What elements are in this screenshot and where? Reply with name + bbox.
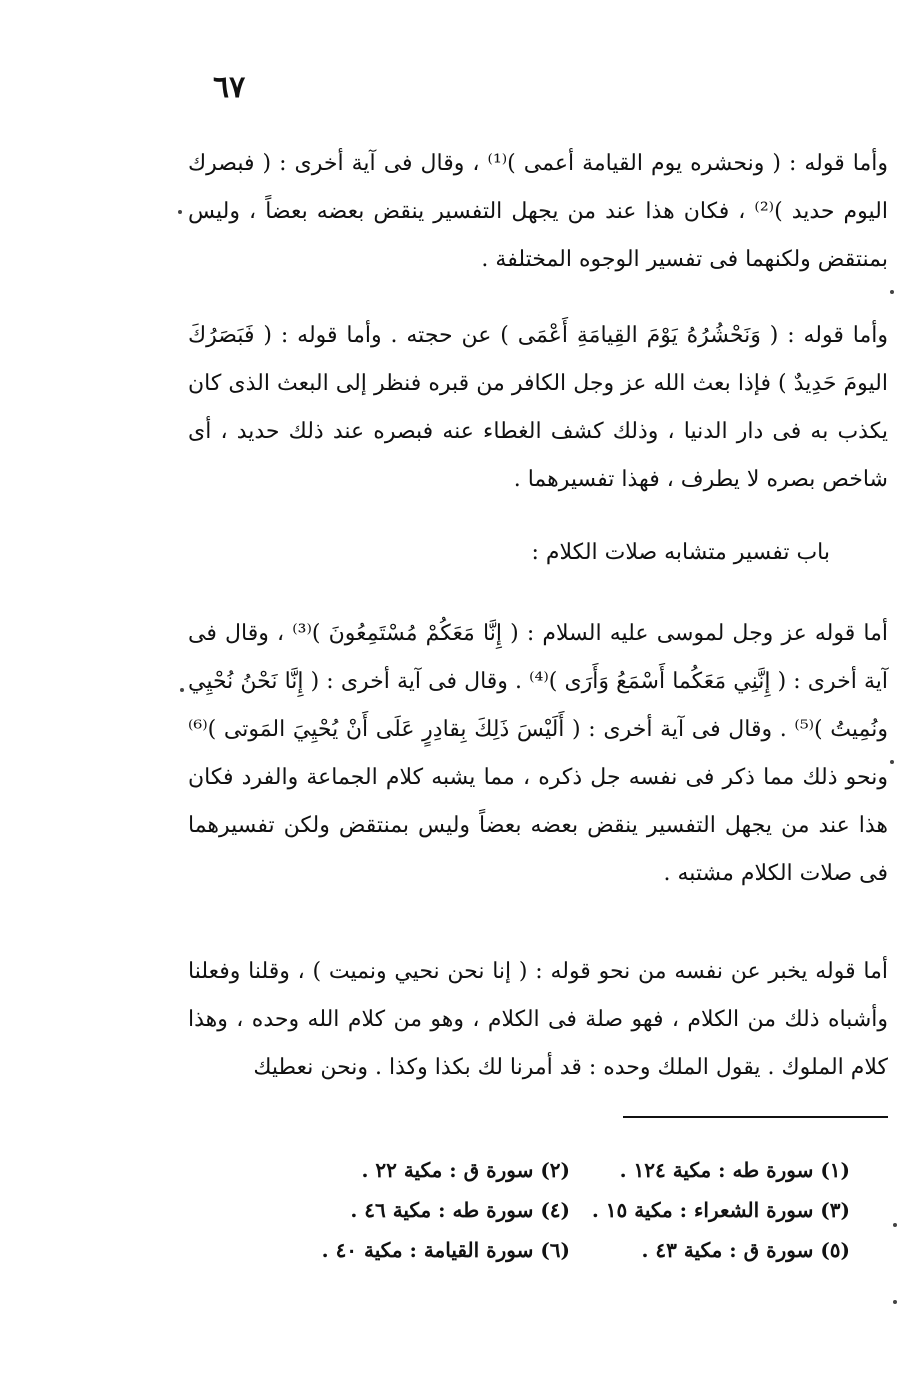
scan-speck (890, 760, 894, 764)
footnote-divider (623, 1116, 888, 1118)
paragraph: وأما قوله : ( وَنَحْشُرُهُ يَوْمَ القِيامَةِ أَعْمَى ) عن حجته . وأما قوله : ( فَبَصَرُكَ اليومَ حَدِيدٌ ) فإذا بعث الله عز وجل الكافر من قبره فنظر إلى البعث الذى كان يكذب به فى دار الدنيا ، وذلك كشف الغطاء عنه فبصره عند ذلك حديد ، أى شاخص بصره لا يطرف ، فهذا تفسيرهما . (188, 323, 888, 492)
paragraph-block-3 (188, 610, 888, 898)
scan-speck (890, 290, 894, 294)
footnote-row (290, 1150, 850, 1190)
footnotes (290, 1150, 850, 1270)
footnote: (٦) سورة القيامة : مكية ٤٠ . (321, 1238, 570, 1262)
footnote: (٥) سورة ق : مكية ٤٣ . (641, 1238, 850, 1262)
scan-speck (180, 688, 184, 692)
paragraph: وأما قوله : ( ونحشره يوم القيامة أعمى )⁽¹⁾ ، وقال فى آية أخرى : ( فبصرك اليوم حديد )⁽²⁾ ، فكان هذا عند من يجهل التفسير ينقض بعضه بعضاً ، وليس بمنتقض ولكنهما فى تفسير الوجوه المختلفة . (188, 151, 889, 272)
scan-speck (893, 1300, 897, 1304)
footnote: (٤) سورة طه : مكية ٤٦ . (350, 1198, 570, 1222)
paragraph: أما قوله يخبر عن نفسه من نحو قوله : ( إنا نحن نحيي ونميت ) ، وقلنا وفعلنا وأشباه ذلك من الكلام ، فهو صلة فى الكلام ، وهو من كلام الله وحده ، وهذا كلام الملوك . يقول الملك وحده : قد أمرنا لك بكذا وكذا . ونحن نعطيك (188, 959, 888, 1080)
scan-speck (178, 210, 182, 214)
paragraph-block-4 (188, 948, 888, 1092)
section-heading: باب تفسير متشابه صلات الكلام : (531, 540, 830, 565)
footnote-row (290, 1230, 850, 1270)
paragraph-block-2 (188, 312, 888, 504)
scan-speck (893, 1223, 897, 1227)
footnote-row (290, 1190, 850, 1230)
footnote: (٢) سورة ق : مكية ٢٢ . (361, 1158, 570, 1182)
paragraph: أما قوله عز وجل لموسى عليه السلام : ( إِنَّا مَعَكُمْ مُسْتَمِعُونَ )⁽³⁾ ، وقال فى آية أخرى : ( إِنَّنِي مَعَكُما أَسْمَعُ وَأَرَى )⁽⁴⁾ . وقال فى آية أخرى : ( إِنَّا نَحْنُ نُحْيِي ونُمِيتُ )⁽⁵⁾ . وقال فى آية أخرى : ( أَلَيْسَ ذَلِكَ بِقادِرٍ عَلَى أَنْ يُحْيِيَ المَوتى )⁽⁶⁾ ونحو ذلك مما ذكر فى نفسه جل ذكره ، مما يشبه كلام الجماعة والفرد فكان هذا عند من يجهل التفسير ينقض بعضه بعضاً وليس بمنتقض ولكن تفسيرهما فى صلات الكلام مشتبه . (188, 621, 889, 886)
footnote: (٣) سورة الشعراء : مكية ١٥ . (591, 1198, 850, 1222)
page-number: ٦٧ (213, 70, 246, 105)
paragraph-block-1 (188, 140, 888, 284)
footnote: (١) سورة طه : مكية ١٢٤ . (619, 1158, 850, 1182)
